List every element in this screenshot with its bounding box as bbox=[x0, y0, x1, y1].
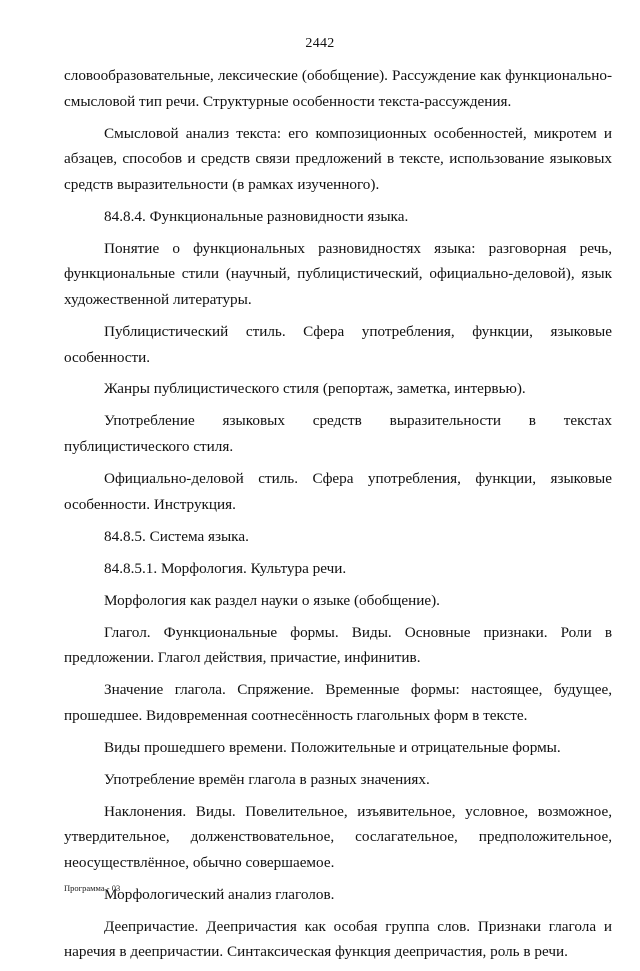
paragraph: Жанры публицистического стиля (репортаж, заметка, интервью). bbox=[104, 380, 526, 398]
page-number: 2442 bbox=[305, 36, 335, 51]
paragraph: Значение глагола. Спряжение. Временные формы: настоящее, будущее, прошедшее. Видовременная соотнесённость глагольных форм в тексте. bbox=[64, 681, 612, 724]
paragraph: Публицистический стиль. Сфера употребления, функции, языковые особенности. bbox=[64, 322, 612, 366]
paragraph: словообразовательные, лексические (обобщение). Рассуждение как функционально-смысловой тип речи. Структурные особенности текста-рассуждения. bbox=[64, 67, 612, 110]
paragraph: Смысловой анализ текста: его композиционных особенностей, микротем и абзацев, способов и средств связи предложений в тексте, использование языковых средств выразительности (в рамках изученного). bbox=[64, 124, 612, 193]
paragraph: Официально-деловой стиль. Сфера употребления, функции, языковые особенности. Инструкция. bbox=[64, 470, 612, 513]
section-heading: 84.8.4. Функциональные разновидности языка. bbox=[104, 207, 409, 225]
paragraph: Виды прошедшего времени. Положительные и отрицательные формы. bbox=[104, 738, 561, 756]
paragraph: Морфологический анализ глаголов. bbox=[104, 885, 335, 903]
paragraph: Морфология как раздел науки о языке (обобщение). bbox=[104, 591, 440, 609]
section-heading: 84.8.5.1. Морфология. Культура речи. bbox=[104, 559, 347, 577]
document-body bbox=[64, 63, 612, 971]
paragraph: Наклонения. Виды. Повелительное, изъявительное, условное, возможное, утвердительное, долженствовательное, сослагательное, предположительное, неосуществлённое, обычно совершаемое. bbox=[64, 802, 612, 871]
paragraph: Глагол. Функциональные формы. Виды. Основные признаки. Роли в предложении. Глагол действия, причастие, инфинитив. bbox=[64, 623, 612, 667]
section-heading: 84.8.5. Система языка. bbox=[104, 527, 249, 545]
paragraph: Понятие о функциональных разновидностях языка: разговорная речь, функциональные стили (научный, публицистический, официально-деловой), язык художественной литературы. bbox=[64, 239, 612, 308]
paragraph: Употребление языковых средств выразительности в текстах публицистического стиля. bbox=[64, 412, 612, 456]
page-footer: Программа - 03 bbox=[64, 883, 121, 893]
paragraph: Деепричастие. Деепричастия как особая группа слов. Признаки глагола и наречия в деепричастии. Синтаксическая функция деепричастия, роль в речи. bbox=[64, 917, 612, 961]
paragraph: Употребление времён глагола в разных значениях. bbox=[104, 770, 430, 788]
